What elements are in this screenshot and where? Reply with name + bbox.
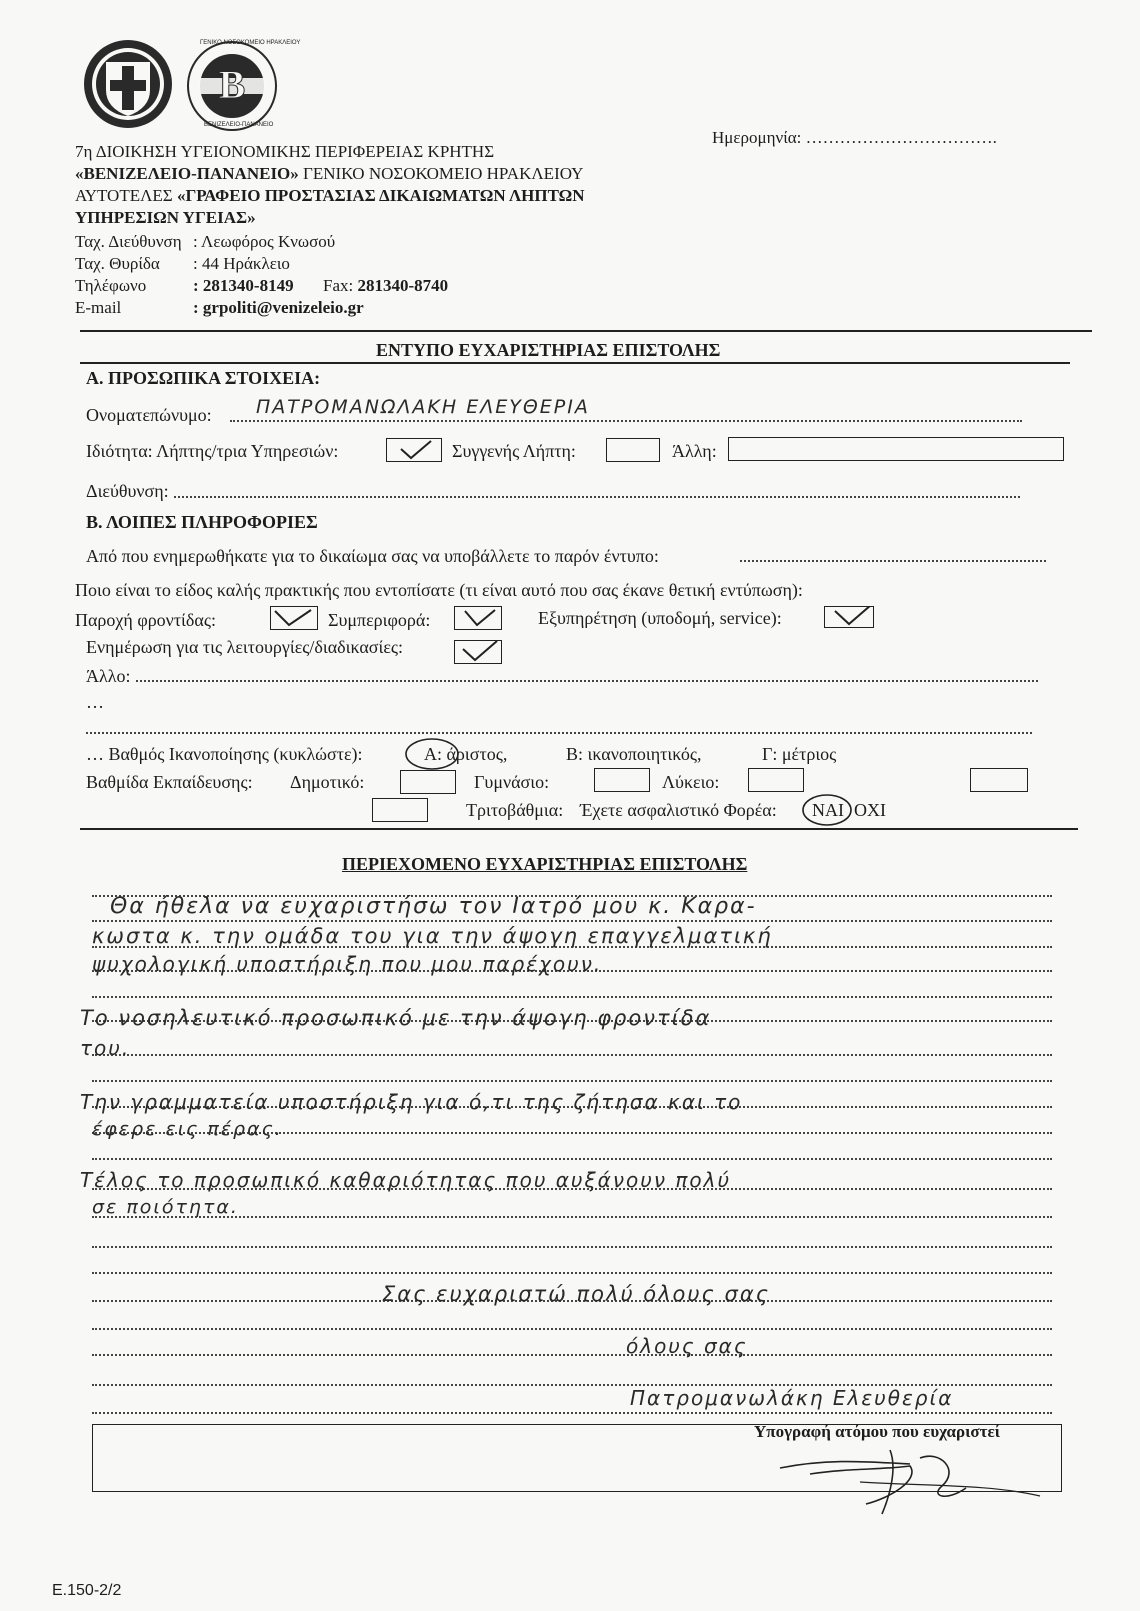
letter-dotted-line: [92, 996, 1052, 998]
content-divider: [80, 828, 1078, 830]
behavior-checkbox[interactable]: [454, 606, 502, 630]
satisfaction-c[interactable]: Γ: μέτριος: [762, 744, 837, 764]
section-b-heading: Β. ΛΟΙΠΕΣ ΠΛΗΡΟΦΟΡΙΕΣ: [86, 512, 318, 532]
other-ellipsis: …: [86, 692, 104, 712]
lyceum-label: Λύκειο:: [662, 772, 720, 792]
other-practice-label: Άλλο:: [86, 666, 131, 686]
address-label: Διεύθυνση:: [86, 481, 169, 501]
letter-dotted-line: [92, 1246, 1052, 1248]
satisfaction-label: … Βαθμός Ικανοποίησης (κυκλώστε):: [86, 744, 363, 764]
contact-phone-label: Τηλέφωνο: [75, 276, 147, 295]
gymnasium-label: Γυμνάσιο:: [474, 772, 550, 792]
behavior-label: Συμπεριφορά:: [328, 610, 431, 630]
capacity-label: Ιδιότητα: Λήπτης/τρια Υπηρεσιών:: [86, 441, 339, 461]
signature-label: Υπογραφή ατόμου που ευχαριστεί: [754, 1422, 1000, 1441]
letter-dotted-line: [92, 1054, 1052, 1056]
name-value[interactable]: ΠΑΤΡΟΜΑΝΩΛΑΚΗ ΕΛΕΥΘΕΡΙΑ: [256, 396, 590, 418]
letter-line: ψυχολογική υποστήριξη που μου παρέχουν.: [92, 952, 603, 976]
greek-coat-of-arms-logo: [82, 38, 174, 130]
letter-line: Σας ευχαριστώ πολύ όλους σας: [382, 1282, 771, 1306]
lyceum-checkbox[interactable]: [748, 768, 804, 792]
info-checkbox[interactable]: [454, 640, 502, 664]
letter-dotted-line: [92, 1354, 1052, 1356]
other-capacity-label: Άλλη:: [672, 441, 717, 461]
letter-line: έφερε εις πέρας.: [92, 1118, 283, 1140]
title-underline: [80, 362, 1070, 364]
section-a-heading: Α. ΠΡΟΣΩΠΙΚΑ ΣΤΟΙΧΕΙΑ:: [86, 368, 321, 388]
letter-dotted-line: [92, 1412, 1052, 1414]
tertiary-checkbox[interactable]: [372, 798, 428, 822]
practice-question: Ποιο είναι το είδος καλής πρακτικής που εντοπίσατε (τι είναι αυτό που σας έκανε θετική εντύπωση):: [75, 580, 803, 600]
content-title: ΠΕΡΙΕΧΟΜΕΝΟ ΕΥΧΑΡΙΣΤΗΡΙΑΣ ΕΠΙΣΤΟΛΗΣ: [342, 854, 748, 874]
primary-checkbox[interactable]: [400, 770, 456, 794]
letter-line: σε ποιότητα.: [92, 1196, 239, 1218]
satisfaction-a[interactable]: Α: άριστος,: [424, 744, 508, 764]
header-divider: [80, 330, 1092, 332]
insurance-no[interactable]: ΟΧΙ: [854, 800, 886, 820]
check-mark-icon: [455, 641, 501, 663]
letter-line: Θα ήθελα να ευχαριστήσω τον Ιατρό μου κ. Καρα-: [110, 894, 757, 919]
header-line-4: ΥΠΗΡΕΣΙΩΝ ΥΓΕΙΑΣ»: [75, 208, 256, 227]
form-title: ΕΝΤΥΠΟ ΕΥΧΑΡΙΣΤΗΡΙΑΣ ΕΠΙΣΤΟΛΗΣ: [376, 340, 721, 360]
contact-fax-label: Fax:: [323, 276, 358, 295]
letter-dotted-line: [92, 1080, 1052, 1082]
info-label: Ενημέρωση για τις λειτουργίες/διαδικασίες:: [86, 637, 404, 657]
letter-line: κωστα κ. την ομάδα του για την άψογη επαγγελματική: [92, 924, 773, 948]
letter-dotted-line: [92, 1272, 1052, 1274]
informed-label: Από που ενημερωθήκατε για το δικαίωμα σας να υποβάλλετε το παρόν έντυπο:: [86, 546, 659, 566]
svg-text:Β: Β: [218, 62, 246, 107]
contact-email-value: : grpoliti@venizeleio.gr: [193, 298, 364, 317]
date-field[interactable]: Ημερομηνία: …………………………….: [712, 128, 997, 147]
letter-line: Την γραμματεία υποστήριξη για ό,τι της ζήτησα και το: [80, 1090, 743, 1114]
care-label: Παροχή φροντίδας:: [75, 610, 216, 630]
tertiary-label: Τριτοβάθμια:: [466, 800, 564, 820]
check-mark-icon: [455, 607, 501, 629]
contact-pobox-value: : 44 Ηράκλειο: [193, 254, 290, 273]
extra-checkbox[interactable]: [970, 768, 1028, 792]
name-label: Ονοματεπώνυμο:: [86, 405, 212, 425]
contact-address-label: Ταχ. Διεύθυνση: [75, 232, 182, 251]
contact-phone-value: : 281340-8149: [193, 276, 294, 295]
insurance-yes[interactable]: ΝΑΙ: [812, 800, 844, 820]
hospital-name: «ΒΕΝΙΖΕΛΕΙΟ-ΠΑΝΑΝΕΙΟ»: [75, 164, 299, 183]
letter-dotted-line: [92, 1158, 1052, 1160]
primary-label: Δημοτικό:: [290, 772, 365, 792]
other-dotted-line-1: [136, 680, 1038, 682]
office-name: «ΓΡΑΦΕΙΟ ΠΡΟΣΤΑΣΙΑΣ ΔΙΚΑΙΩΜΑΤΩΝ ΛΗΠΤΩΝ: [176, 186, 585, 205]
check-mark-icon: [825, 607, 873, 627]
relative-checkbox[interactable]: [606, 438, 660, 462]
signature-image: [770, 1440, 1050, 1520]
check-mark-icon: [387, 439, 441, 461]
circle-mark-icon: [798, 790, 856, 830]
contact-address-value: : Λεωφόρος Κνωσού: [193, 232, 336, 251]
service-label: Εξυπηρέτηση (υποδομή, service):: [538, 608, 782, 628]
letter-dotted-line: [92, 920, 1052, 922]
check-mark-icon: [271, 607, 317, 629]
service-checkbox[interactable]: [824, 606, 874, 628]
hospital-logo-text: ΓΕΝΙΚΟ ΝΟΣΟΚΟΜΕΙΟ ΗΡΑΚΛΕΙΟΥ: [200, 40, 301, 46]
circle-mark-icon: [400, 734, 464, 774]
header-line-1: 7η ΔΙΟΙΚΗΣΗ ΥΓΕΙΟΝΟΜΙΚΗΣ ΠΕΡΙΦΕΡΕΙΑΣ ΚΡΗΤΗΣ: [75, 142, 495, 161]
other-capacity-field[interactable]: [728, 437, 1064, 461]
header-line-2: [75, 164, 583, 184]
contact-fax: [323, 276, 448, 296]
hospital-type: ΓΕΝΙΚΟ ΝΟΣΟΚΟΜΕΙΟ ΗΡΑΚΛΕΙΟΥ: [298, 164, 584, 183]
form-code: Ε.150-2/2: [52, 1582, 122, 1599]
hospital-logo: [186, 40, 301, 132]
letter-line: του.: [80, 1036, 131, 1060]
address-dotted-line: [174, 496, 1020, 498]
header-line-3: [75, 186, 585, 206]
other-dotted-line-2: [86, 732, 1032, 734]
education-label: Βαθμίδα Εκπαίδευσης:: [86, 772, 253, 792]
informed-dotted-line: [740, 560, 1046, 562]
care-checkbox[interactable]: [270, 606, 318, 630]
letter-dotted-line: [92, 1328, 1052, 1330]
name-dotted-line: [230, 420, 1022, 422]
satisfaction-b[interactable]: Β: ικανοποιητικός,: [566, 744, 702, 764]
gymnasium-checkbox[interactable]: [594, 768, 650, 792]
contact-fax-value: 281340-8740: [357, 276, 449, 295]
contact-email-label: E-mail: [75, 298, 122, 317]
letter-line: Το νοσηλευτικό προσωπικό με την άψογη φροντίδα: [80, 1006, 712, 1030]
letter-line: Πατρομανωλάκη Ελευθερία: [630, 1386, 954, 1410]
hospital-logo-bottom-text: ΒΕΝΙΖΕΛΕΙΟ-ΠΑΝΑΝΕΙΟ: [204, 122, 274, 128]
recipient-checkbox[interactable]: [386, 438, 442, 462]
contact-pobox-label: Ταχ. Θυρίδα: [75, 254, 160, 273]
letter-line: Τέλος το προσωπικό καθαριότητας που αυξάνουν πολύ: [80, 1168, 732, 1192]
letter-line: όλους σας: [626, 1334, 748, 1358]
relative-label: Συγγενής Λήπτη:: [452, 441, 576, 461]
insurance-label: Έχετε ασφαλιστικό Φορέα:: [580, 800, 777, 820]
office-prefix: ΑΥΤΟΤΕΛΕΣ: [75, 186, 177, 205]
